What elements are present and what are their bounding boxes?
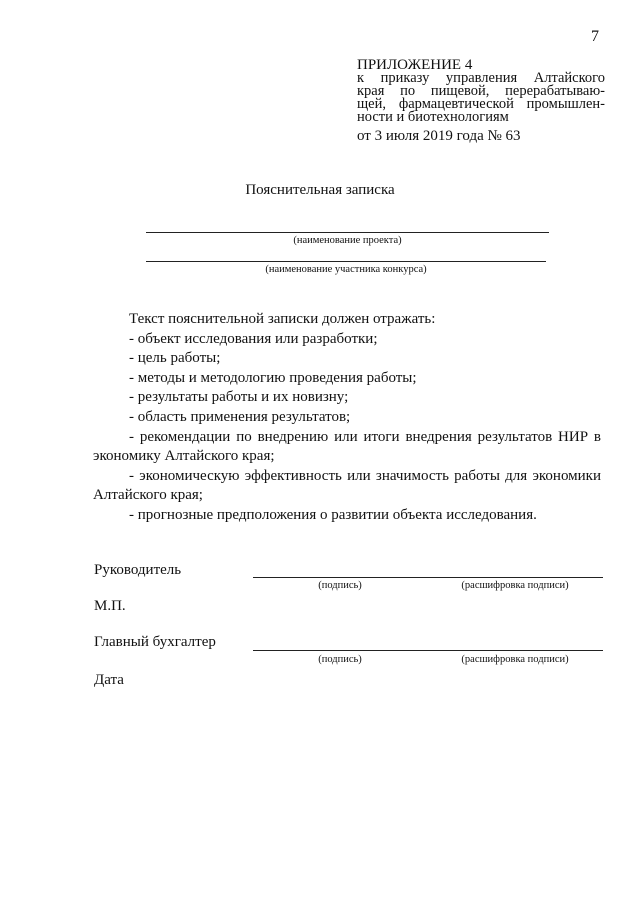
body-intro: Текст пояснительной записки должен отражать:	[129, 311, 436, 327]
project-name-caption: (наименование проекта)	[293, 235, 402, 246]
list-item: - методы и методологию проведения работы;	[129, 369, 417, 386]
list-item: - объект исследования или разработки;	[129, 330, 378, 347]
appendix-line: края по пищевой, перерабатываю-	[357, 83, 605, 99]
page-number: 7	[591, 28, 599, 45]
accountant-signature-caption: (подпись)	[318, 654, 362, 665]
head-decoding-caption: (расшифровка подписи)	[461, 580, 569, 591]
head-signature-line	[253, 577, 603, 578]
accountant-label: Главный бухгалтер	[94, 634, 216, 650]
list-item: - прогнозные предположения о развитии объекта исследования.	[129, 506, 537, 523]
list-item: - результаты работы и их новизну;	[129, 389, 349, 406]
date-label: Дата	[94, 672, 124, 688]
appendix-line: к приказу управления Алтайского	[357, 70, 605, 86]
stamp-label: М.П.	[94, 598, 126, 614]
participant-line	[146, 261, 546, 262]
appendix-header	[357, 59, 605, 143]
appendix-title: ПРИЛОЖЕНИЕ 4	[357, 57, 473, 73]
head-signature-caption: (подпись)	[318, 580, 362, 591]
list-item: - рекомендации по внедрению или итоги внедрения результатов НИР в экономику Алтайского края;	[93, 428, 601, 465]
body-text	[93, 310, 601, 526]
list-item: - цель работы;	[129, 350, 221, 367]
appendix-line: ности и биотехнологиям	[357, 109, 509, 125]
list-item: - область применения результатов;	[129, 408, 351, 425]
appendix-line: щей, фармацевтической промышлен-	[357, 96, 605, 112]
document-title: Пояснительная записка	[245, 182, 395, 198]
list-item: - экономическую эффективность или значимость работы для экономики Алтайского края;	[93, 467, 601, 504]
accountant-signature-line	[253, 650, 603, 651]
appendix-date: от 3 июля 2019 года № 63	[357, 128, 521, 144]
project-name-line	[146, 232, 549, 233]
accountant-decoding-caption: (расшифровка подписи)	[461, 654, 569, 665]
head-label: Руководитель	[94, 562, 182, 578]
participant-caption: (наименование участника конкурса)	[265, 264, 427, 275]
